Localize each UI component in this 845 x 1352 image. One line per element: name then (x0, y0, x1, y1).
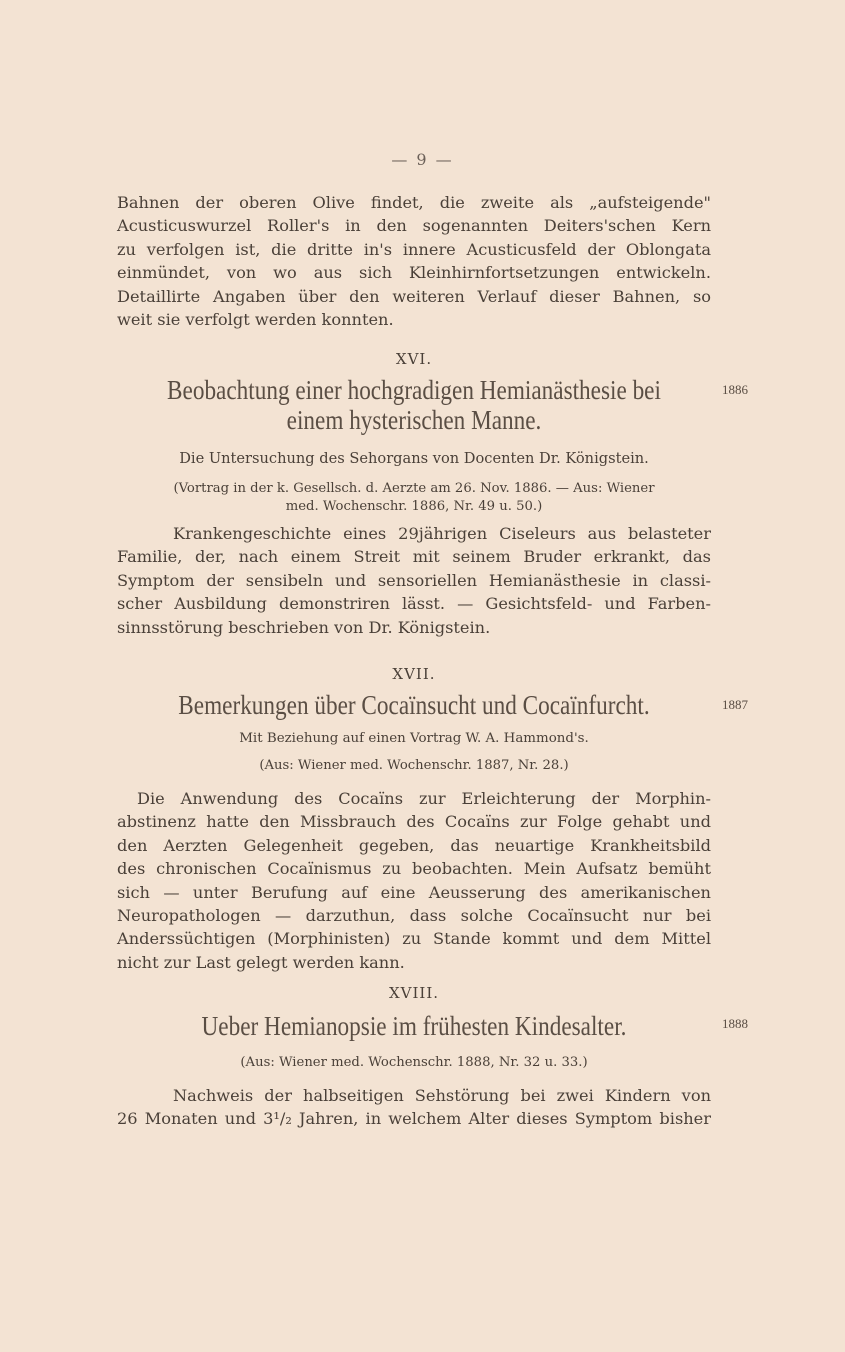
source-line: med. Wochenschr. 1886, Nr. 49 u. 50.) (285, 499, 543, 514)
section-source (117, 757, 711, 775)
section-numeral: XVIII. (388, 984, 440, 1002)
text-line: Krankengeschichte eines 29jährigen Ciseleurs aus belasteter (173, 524, 711, 543)
section-year: 1887 (722, 697, 748, 712)
text-line: sinnsstörung beschrieben von Dr. Königstein. (117, 617, 491, 637)
text-line: Nachweis der halbseitigen Sehstörung bei zwei Kindern von (173, 1086, 711, 1105)
section-source (117, 480, 711, 516)
text-line: nicht zur Last gelegt werden kann. (117, 952, 405, 972)
text-line: einmündet, von wo aus sich Kleinhirnfortsetzungen entwickeln. (117, 263, 711, 283)
text-line: des chronischen Cocaïnismus zu beobachten. Mein Aufsatz bemüht (117, 859, 711, 879)
text-line: 26 Monaten und 3¹/₂ Jahren, in welchem Alter dieses Symptom bisher (117, 1109, 711, 1129)
title-line: Beobachtung einer hochgradigen Hemianästhesie bei (167, 375, 661, 405)
section-numeral: XVI. (395, 350, 433, 368)
text-line: sich — unter Berufung auf eine Aeusserung des amerikanischen (117, 882, 711, 902)
section-body (117, 1084, 711, 1131)
text-line: den Aerzten Gelegenheit gegeben, das neuartige Krankheitsbild (117, 835, 711, 855)
section-title (144, 375, 684, 435)
title-line: Ueber Hemianopsie im frühesten Kindesalter. (201, 1011, 627, 1041)
text-line: scher Ausbildung demonstriren lässt. — Gesichtsfeld- und Farben- (117, 594, 711, 614)
section-year: 1888 (722, 1016, 748, 1031)
text-line: Acusticuswurzel Roller's in den sogenannten Deiters'schen Kern (117, 216, 711, 236)
text-line: Neuropathologen — darzuthun, dass solche Cocaïnsucht nur bei (117, 906, 711, 926)
source-line: (Vortrag in der k. Gesellsch. d. Aerzte am 26. Nov. 1886. — Aus: Wiener (173, 481, 655, 496)
text-line: Anderssüchtigen (Morphinisten) zu Stande kommt und dem Mittel (117, 929, 711, 949)
section-subtitle: Die Untersuchung des Sehorgans von Docenten Dr. Königstein. (179, 450, 649, 467)
text-line: Detaillirte Angaben über den weiteren Verlauf dieser Bahnen, so (117, 286, 711, 306)
section-body (117, 787, 711, 974)
text-line: Symptom der sensibeln und sensoriellen Hemianästhesie in classi- (117, 570, 711, 590)
section-year: 1886 (722, 382, 748, 397)
page-number: — 9 — (391, 150, 454, 169)
text-line: Die Anwendung des Cocaïns zur Erleichterung der Morphin- (137, 789, 711, 808)
text-line: abstinenz hatte den Missbrauch des Cocaïns zur Folge gehabt und (117, 812, 711, 832)
text-line: weit sie verfolgt werden konnten. (117, 310, 394, 330)
section-numeral: XVII. (392, 665, 436, 683)
text-line: zu verfolgen ist, die dritte in's innere Acusticusfeld der Oblongata (117, 239, 711, 259)
section-subtitle: Mit Beziehung auf einen Vortrag W. A. Hammond's. (239, 731, 589, 746)
source-line: (Aus: Wiener med. Wochenschr. 1887, Nr. 28.) (259, 758, 569, 773)
source-line: (Aus: Wiener med. Wochenschr. 1888, Nr. 32 u. 33.) (240, 1055, 588, 1070)
section-source (117, 1054, 711, 1072)
title-line: einem hysterischen Manne. (286, 405, 542, 435)
section-title (144, 1011, 684, 1041)
intro-paragraph (117, 191, 711, 331)
section-title (144, 690, 684, 720)
title-line: Bemerkungen über Cocaïnsucht und Cocaïnfurcht. (178, 690, 650, 720)
section-body (117, 522, 711, 639)
text-line: Familie, der, nach einem Streit mit seinem Bruder erkrankt, das (117, 547, 711, 567)
text-line: Bahnen der oberen Olive findet, die zweite als „aufsteigende" (117, 193, 711, 212)
